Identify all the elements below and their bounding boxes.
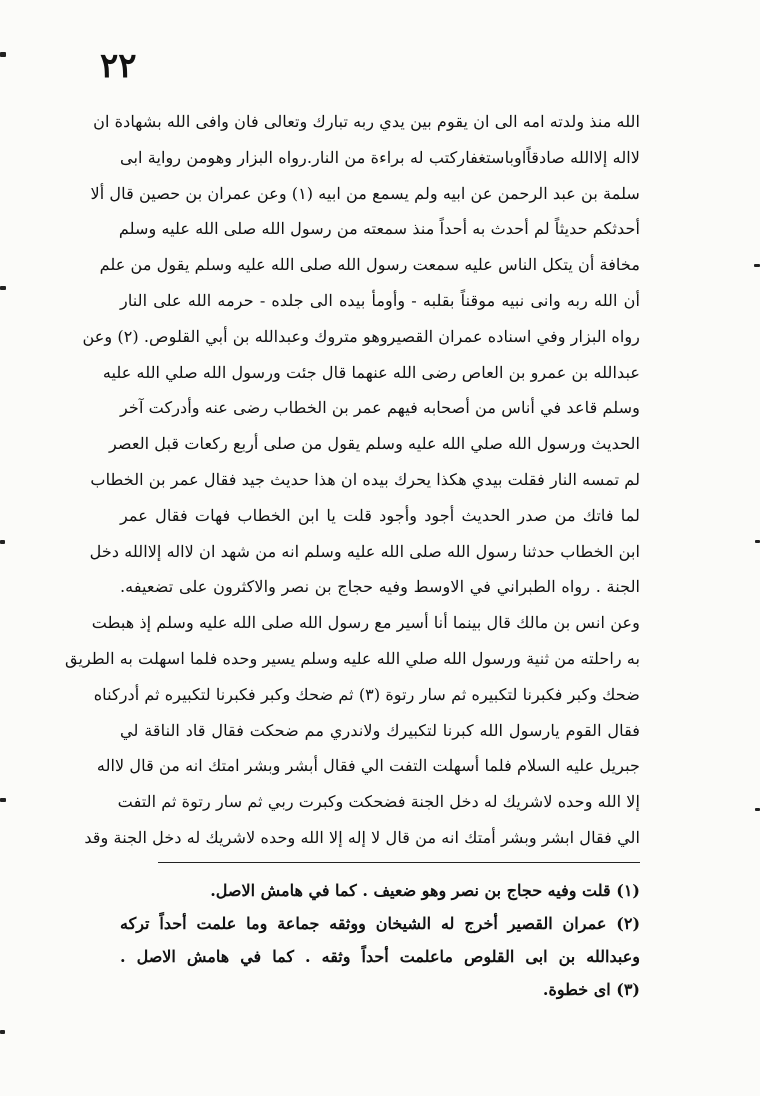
text-line: به راحلته من ثنية ورسول الله صلي الله عليه وسلم يسير وحده فلما اسهلت به الطريق — [64, 648, 640, 668]
text-line: لااله إلاالله صادقاًاوباستغفاركتب له براءة من النار.رواه البزار وهومن رواية ابى — [120, 147, 640, 167]
footnote: (٣) اى خطوة. — [542, 980, 640, 999]
scan-edge-mark — [755, 808, 760, 811]
text-line: إلا الله وحده لاشريك له دخل الجنة فضحكت وكبرت ربي ثم سار رتوة ثم التفت — [117, 792, 640, 812]
body-text — [64, 104, 640, 856]
scan-edge-mark — [0, 540, 5, 544]
text-line: الحديث ورسول الله صلي الله عليه وسلم يقول من صلى أربع ركعات قبل العصر — [108, 434, 640, 454]
text-line: وعن انس بن مالك قال بينما أنا أسير مع رسول الله صلى الله عليه وسلم إذ هبطت — [91, 613, 640, 633]
text-line: رواه البزار وفي اسناده عمران القصيروهو متروك وعبدالله بن أبي القلوص. (٢) وعن — [82, 326, 640, 346]
footnotes — [120, 874, 640, 1006]
text-line: ابن الخطاب حدثنا رسول الله صلى الله عليه وسلم انه من شهد ان لااله إلاالله دخل — [89, 541, 640, 561]
scan-edge-mark — [0, 52, 6, 57]
text-line: الجنة . رواه الطبراني في الاوسط وفيه حجاج بن نصر والاكثرون على تضعيفه. — [120, 577, 640, 597]
footnote: (٢) عمران القصير أخرج له الشيخان ووثقه جماعة وما علمت أحداً تركه — [120, 914, 641, 933]
scan-edge-mark — [754, 264, 760, 267]
scan-edge-mark — [0, 1030, 5, 1034]
text-line: لم تمسه النار فقلت بيدي هكذا يحرك بيده ان هذا حديث جيد فقال عمر بن الخطاب — [90, 469, 640, 489]
text-line: سلمة بن عبد الرحمن عن ابيه ولم يسمع من ابيه (١) وعن عمران بن حصين قال ألا — [90, 183, 640, 203]
text-line: الله منذ ولدته امه الى ان يقوم بين يدي ربه تبارك وتعالى فان وافى الله بشهادة ان — [93, 112, 640, 131]
text-line: جبريل عليه السلام فلما أسهلت التفت الي فقال أبشر وبشر امتك انه من قال لااله — [96, 756, 640, 776]
text-line: ضحك وكبر فكبرنا لتكبيره ثم سار رتوة (٣) ثم ضحك وكبر فكبرنا لتكبيره ثم أدركناه — [93, 684, 640, 704]
page-number: ٢٢ — [100, 46, 137, 86]
scan-edge-mark — [0, 798, 6, 802]
scan-edge-mark — [0, 286, 6, 290]
footnote: (١) قلت وفيه حجاج بن نصر وهو ضعيف . كما في هامش الاصل. — [210, 881, 640, 900]
text-line: عبدالله بن عمرو بن العاص رضى الله عنهما قال جئت ورسول الله صلي الله عليه — [102, 362, 640, 382]
footnote-divider — [158, 862, 640, 863]
text-line: وسلم قاعد في أناس من أصحابه فيهم عمر بن الخطاب رضى عنه وأدركت آخر — [120, 398, 640, 418]
text-line: مخافة أن يتكل الناس عليه سمعت رسول الله صلى الله عليه وسلم يقول من علم — [99, 255, 640, 275]
text-line: الي فقال ابشر وبشر أمتك انه من قال لا إله إلا الله وحده لاشريك له دخل الجنة وقد — [84, 827, 640, 847]
text-line: أن الله ربه وانى نبيه موقناً بقلبه - وأومأ بيده الى جلده - حرمه الله على النار — [120, 290, 640, 310]
footnote: وعبدالله بن ابى القلوص ماعلمت أحداً وثقه . كما في هامش الاصل . — [120, 947, 640, 966]
text-line: أحدثكم حديثاً لم أحدث به أحداً منذ سمعته من رسول الله صلى الله عليه وسلم — [118, 219, 640, 239]
text-line: فقال القوم يارسول الله كبرنا لتكبيرك ولاندري مم ضحكت فقال قاد الناقة لي — [120, 720, 640, 740]
scan-edge-mark — [755, 540, 760, 543]
text-line: لما فاتك من صدر الحديث أجود وأجود قلت يا ابن الخطاب فهات فقال عمر — [120, 505, 640, 525]
